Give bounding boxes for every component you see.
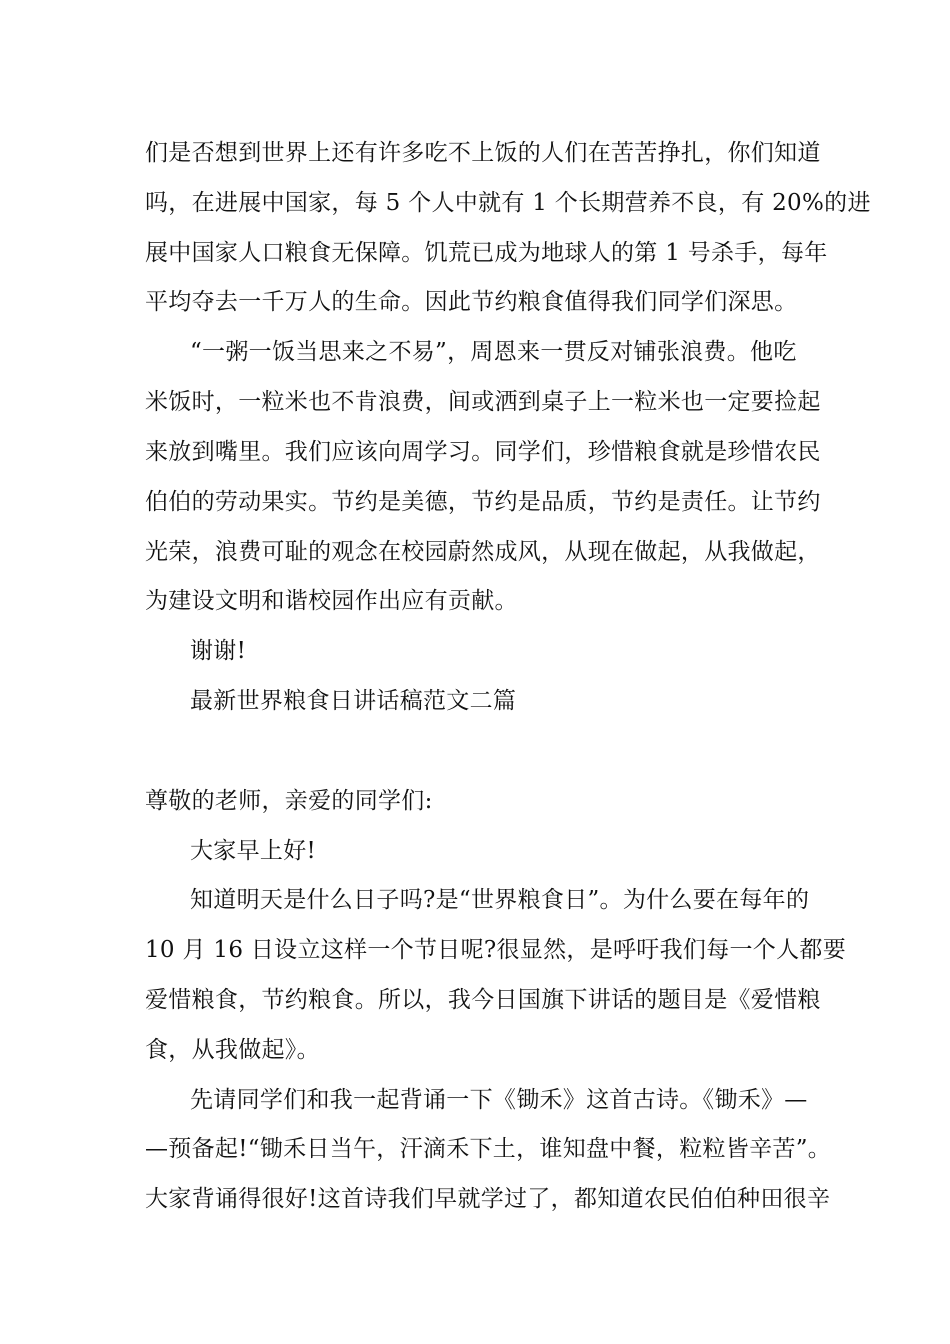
text-line: “一粥一饭当思来之不易”，周恩来一贯反对铺张浪费。他吃 (190, 339, 797, 365)
greeting: 大家早上好! (190, 838, 317, 864)
text-line: 们是否想到世界上还有许多吃不上饭的人们在苦苦挣扎，你们知道 (145, 140, 821, 166)
section-title: 最新世界粮食日讲话稿范文二篇 (190, 688, 517, 714)
text-line: 为建设文明和谐校园作出应有贡献。 (145, 588, 518, 614)
text-line: 米饭时，一粒米也不肯浪费，间或洒到桌子上一粒米也一定要捡起 (145, 389, 821, 415)
text-line: 大家背诵得很好!这首诗我们早就学过了，都知道农民伯伯种田很辛 (145, 1186, 831, 1212)
text-line: 10 月 16 日设立这样一个节日呢?很显然，是呼吁我们每一个人都要 (145, 937, 846, 963)
salutation: 尊敬的老师，亲爱的同学们: (145, 788, 433, 814)
text-line: 平均夺去一千万人的生命。因此节约粮食值得我们同学们深思。 (145, 289, 798, 315)
text-line: 光荣，浪费可耻的观念在校园蔚然成风，从现在做起，从我做起， (145, 539, 821, 565)
text-line: 伯伯的劳动果实。节约是美德，节约是品质，节约是责任。让节约 (145, 489, 821, 515)
closing-thanks: 谢谢! (190, 638, 247, 664)
text-line: 展中国家人口粮食无保障。饥荒已成为地球人的第 1 号杀手，每年 (145, 240, 828, 266)
text-line: —预备起!“锄禾日当午，汗滴禾下土，谁知盘中餐，粒粒皆辛苦”。 (145, 1136, 832, 1162)
text-line: 知道明天是什么日子吗?是“世界粮食日”。为什么要在每年的 (190, 887, 810, 913)
text-line: 吗，在进展中国家，每 5 个人中就有 1 个长期营养不良，有 20%的进 (145, 190, 871, 216)
text-line: 先请同学们和我一起背诵一下《锄禾》这首古诗。《锄禾》— (190, 1087, 808, 1113)
text-line: 食，从我做起》。 (145, 1037, 320, 1063)
text-line: 爱惜粮食，节约粮食。所以，我今日国旗下讲话的题目是《爱惜粮 (145, 987, 821, 1013)
text-line: 来放到嘴里。我们应该向周学习。同学们，珍惜粮食就是珍惜农民 (145, 439, 821, 465)
